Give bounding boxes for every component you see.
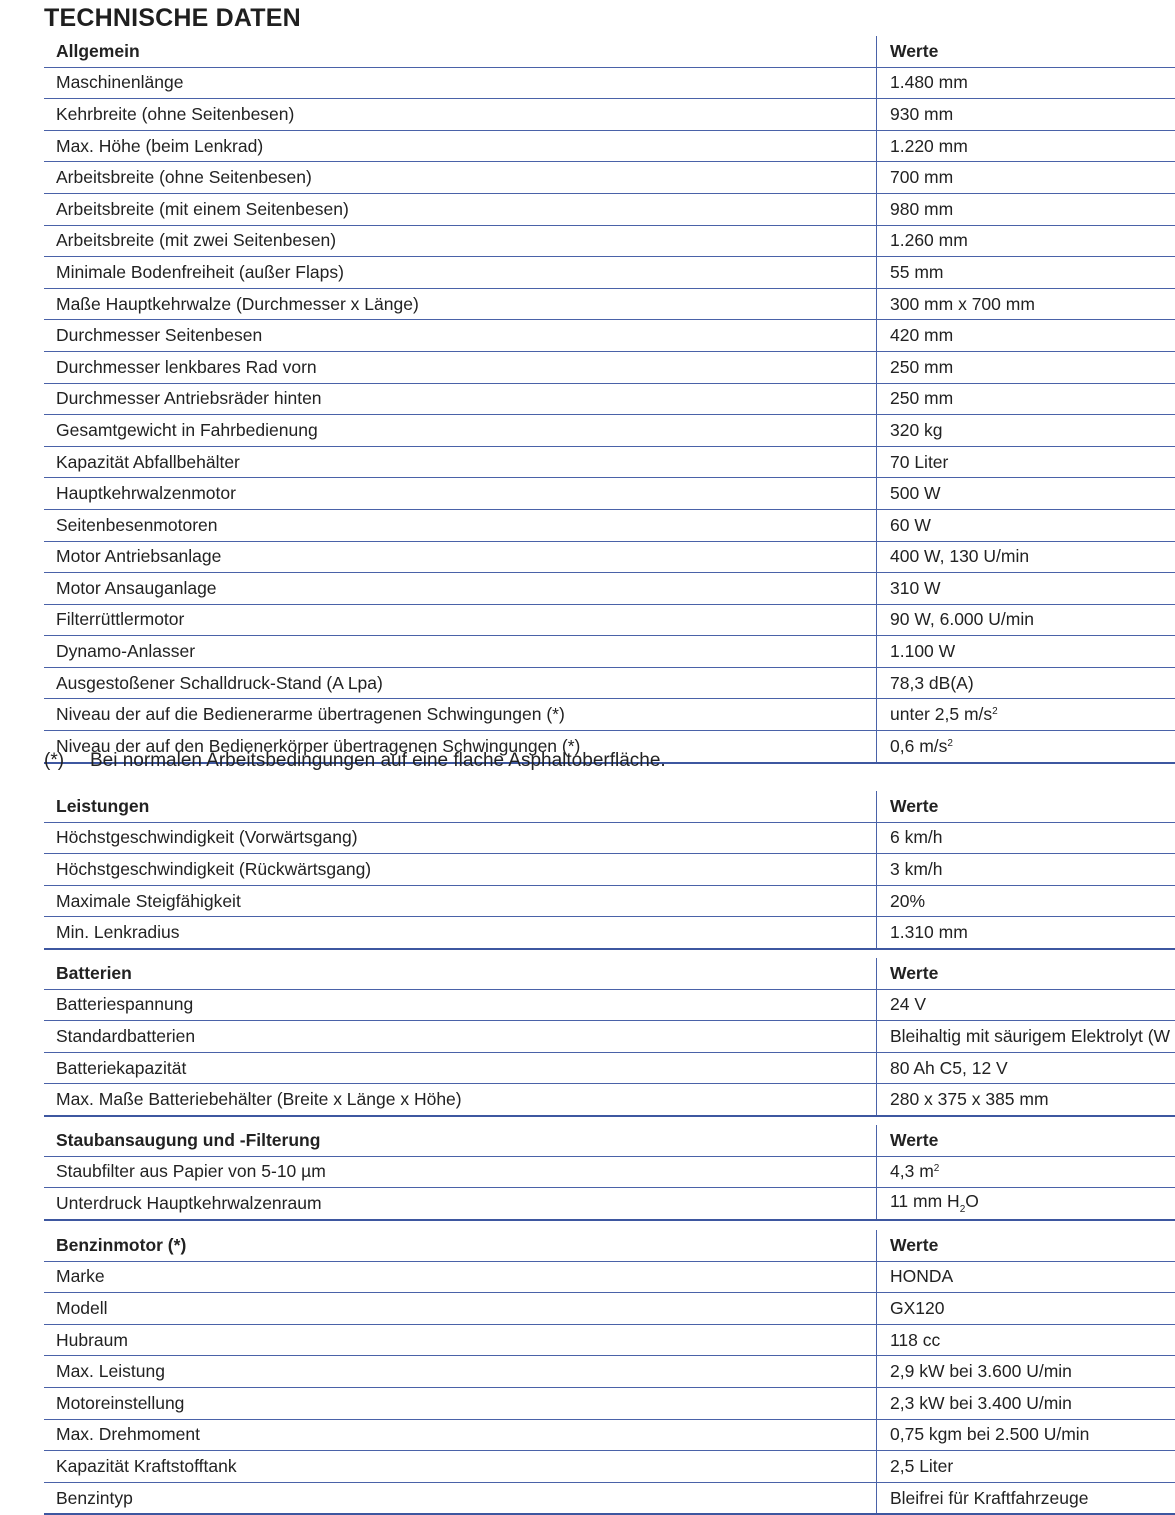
spec-label: Minimale Bodenfreiheit (außer Flaps) (44, 257, 877, 289)
section-header (44, 958, 1175, 989)
spec-value (877, 822, 1175, 854)
spec-value-text: 1.480 mm (890, 72, 968, 92)
spec-value (877, 193, 1175, 225)
spec-value-text: 0,6 m/s (890, 736, 947, 756)
spec-value-text: 1.310 mm (890, 922, 968, 942)
spec-value-text: 980 mm (890, 199, 953, 219)
spec-label: Batteriespannung (44, 989, 877, 1021)
spec-label: Hubraum (44, 1324, 877, 1356)
spec-value (877, 1052, 1175, 1084)
spec-value (877, 130, 1175, 162)
footnote-text: Bei normalen Arbeitsbedingungen auf eine flache Asphaltoberfläche. (90, 750, 666, 771)
page-title: TECHNISCHE DATEN (44, 4, 301, 33)
section-value-header: Werte (877, 36, 1175, 67)
spec-row (44, 1156, 1175, 1188)
spec-row (44, 1356, 1175, 1388)
spec-label: Kapazität Abfallbehälter (44, 446, 877, 478)
spec-row (44, 917, 1175, 949)
section-body (44, 67, 1175, 763)
section-header-row (44, 1230, 1175, 1261)
footnote-mark: (*) (44, 750, 90, 772)
spec-value-text: 320 kg (890, 420, 943, 440)
section-body (44, 822, 1175, 949)
spec-row (44, 193, 1175, 225)
section-body (44, 1261, 1175, 1514)
spec-value-text: 118 cc (890, 1330, 940, 1350)
spec-value-text: 0,75 kgm bei 2.500 U/min (890, 1424, 1089, 1444)
spec-row (44, 383, 1175, 415)
spec-value (877, 1482, 1175, 1514)
spec-value-text: unter 2,5 m/s (890, 704, 992, 724)
spec-value (877, 699, 1175, 731)
section-header (44, 791, 1175, 822)
spec-label: Niveau der auf die Bedienerarme übertragenen Schwingungen (*) (44, 699, 877, 731)
spec-value-text: 24 V (890, 994, 926, 1014)
spec-row (44, 1482, 1175, 1514)
spec-value (877, 541, 1175, 573)
spec-value-text: GX120 (890, 1298, 944, 1318)
spec-value-text: 6 km/h (890, 827, 943, 847)
spec-value-text: 400 W, 130 U/min (890, 546, 1029, 566)
spec-value-text: 80 Ah C5, 12 V (890, 1058, 1008, 1078)
spec-row (44, 162, 1175, 194)
spec-row (44, 573, 1175, 605)
spec-value (877, 573, 1175, 605)
spec-value (877, 446, 1175, 478)
spec-label: Arbeitsbreite (ohne Seitenbesen) (44, 162, 877, 194)
spec-value (877, 731, 1175, 763)
spec-label: Durchmesser lenkbares Rad vorn (44, 351, 877, 383)
spec-row (44, 636, 1175, 668)
spec-value-text: 280 x 375 x 385 mm (890, 1089, 1049, 1109)
spec-label: Motor Ansauganlage (44, 573, 877, 605)
section-title: Staubansaugung und -Filterung (44, 1125, 877, 1156)
spec-label: Arbeitsbreite (mit einem Seitenbesen) (44, 193, 877, 225)
spec-label: Marke (44, 1261, 877, 1293)
spec-label: Maschinenlänge (44, 67, 877, 99)
spec-row (44, 604, 1175, 636)
spec-row (44, 1188, 1175, 1220)
spec-row (44, 67, 1175, 99)
spec-value-text: 500 W (890, 483, 941, 503)
spec-row (44, 854, 1175, 886)
spec-value (877, 989, 1175, 1021)
section-body (44, 1156, 1175, 1220)
spec-row (44, 1084, 1175, 1116)
spec-row (44, 1261, 1175, 1293)
spec-label: Arbeitsbreite (mit zwei Seitenbesen) (44, 225, 877, 257)
spec-label: Durchmesser Seitenbesen (44, 320, 877, 352)
spec-label: Benzintyp (44, 1482, 877, 1514)
spec-row (44, 989, 1175, 1021)
superscript: 2 (992, 706, 998, 717)
spec-row (44, 257, 1175, 289)
spec-row (44, 667, 1175, 699)
spec-label: Niveau der auf den Bedienerkörper übertragenen Schwingungen (*) (44, 731, 877, 763)
spec-row (44, 1324, 1175, 1356)
spec-value (877, 1419, 1175, 1451)
spec-value-text: 310 W (890, 578, 941, 598)
spec-row (44, 351, 1175, 383)
section-value-header: Werte (877, 1230, 1175, 1261)
spec-value-text: 78,3 dB(A) (890, 673, 974, 693)
spec-value-text: 420 mm (890, 325, 953, 345)
spec-row (44, 288, 1175, 320)
spec-row (44, 699, 1175, 731)
subscript: 2 (960, 1204, 966, 1215)
spec-label: Unterdruck Hauptkehrwalzenraum (44, 1188, 877, 1220)
spec-row (44, 478, 1175, 510)
spec-value (877, 1451, 1175, 1483)
spec-label: Hauptkehrwalzenmotor (44, 478, 877, 510)
spec-value-text: 60 W (890, 515, 931, 535)
spec-value (877, 1293, 1175, 1325)
spec-table-batterien (44, 958, 1175, 1117)
spec-value (877, 667, 1175, 699)
spec-value-text: 2,3 kW bei 3.400 U/min (890, 1393, 1072, 1413)
spec-value (877, 162, 1175, 194)
spec-row (44, 320, 1175, 352)
spec-value-text: 90 W, 6.000 U/min (890, 609, 1034, 629)
spec-row (44, 509, 1175, 541)
spec-value-text: 250 mm (890, 357, 953, 377)
spec-value (877, 885, 1175, 917)
spec-label: Seitenbesenmotoren (44, 509, 877, 541)
spec-label: Kapazität Kraftstofftank (44, 1451, 877, 1483)
superscript: 2 (947, 738, 953, 749)
spec-label: Batteriekapazität (44, 1052, 877, 1084)
spec-value (877, 257, 1175, 289)
spec-value (877, 1356, 1175, 1388)
spec-label: Max. Drehmoment (44, 1419, 877, 1451)
spec-table-staubansaugung (44, 1125, 1175, 1221)
spec-label: Kehrbreite (ohne Seitenbesen) (44, 99, 877, 131)
section-header-row (44, 1125, 1175, 1156)
spec-row (44, 225, 1175, 257)
spec-value (877, 288, 1175, 320)
spec-row (44, 130, 1175, 162)
section-title: Allgemein (44, 36, 877, 67)
spec-value (877, 509, 1175, 541)
spec-label: Höchstgeschwindigkeit (Vorwärtsgang) (44, 822, 877, 854)
spec-value-text: 1.220 mm (890, 136, 968, 156)
spec-value (877, 320, 1175, 352)
section-title: Benzinmotor (*) (44, 1230, 877, 1261)
spec-value-text: 1.100 W (890, 641, 955, 661)
spec-value-text: 3 km/h (890, 859, 943, 879)
spec-value-text: 1.260 mm (890, 230, 968, 250)
section-value-header: Werte (877, 958, 1175, 989)
section-title: Leistungen (44, 791, 877, 822)
superscript: 2 (934, 1163, 940, 1174)
section-value-header: Werte (877, 1125, 1175, 1156)
spec-value-text: 55 mm (890, 262, 943, 282)
spec-value (877, 1084, 1175, 1116)
spec-row (44, 1387, 1175, 1419)
spec-value (877, 225, 1175, 257)
spec-label: Max. Maße Batteriebehälter (Breite x Länge x Höhe) (44, 1084, 877, 1116)
spec-value (877, 636, 1175, 668)
spec-label: Motoreinstellung (44, 1387, 877, 1419)
spec-value (877, 604, 1175, 636)
spec-table-leistungen (44, 791, 1175, 950)
spec-label: Max. Höhe (beim Lenkrad) (44, 130, 877, 162)
spec-value-text: 2,9 kW bei 3.600 U/min (890, 1361, 1072, 1381)
spec-label: Ausgestoßener Schalldruck-Stand (A Lpa) (44, 667, 877, 699)
spec-value-text: 4,3 m (890, 1161, 934, 1181)
spec-value (877, 1261, 1175, 1293)
spec-value-text: HONDA (890, 1266, 953, 1286)
spec-label: Filterrüttlermotor (44, 604, 877, 636)
spec-value-text: Bleifrei für Kraftfahrzeuge (890, 1488, 1088, 1508)
spec-value (877, 1387, 1175, 1419)
spec-row (44, 822, 1175, 854)
section-header-row (44, 958, 1175, 989)
spec-row (44, 99, 1175, 131)
section-header (44, 1230, 1175, 1261)
spec-value-text: 2,5 Liter (890, 1456, 953, 1476)
spec-value (877, 415, 1175, 447)
spec-row (44, 415, 1175, 447)
spec-value (877, 917, 1175, 949)
section-title: Batterien (44, 958, 877, 989)
spec-label: Maße Hauptkehrwalze (Durchmesser x Länge) (44, 288, 877, 320)
spec-row (44, 1293, 1175, 1325)
spec-table-allgemein (44, 36, 1175, 764)
spec-value-text: 11 mm H (890, 1191, 960, 1211)
spec-value (877, 67, 1175, 99)
spec-row (44, 1419, 1175, 1451)
spec-label: Gesamtgewicht in Fahrbedienung (44, 415, 877, 447)
spec-value-text: 20% (890, 891, 925, 911)
spec-value-text: 300 mm x 700 mm (890, 294, 1035, 314)
spec-label: Min. Lenkradius (44, 917, 877, 949)
spec-label: Höchstgeschwindigkeit (Rückwärtsgang) (44, 854, 877, 886)
spec-value (877, 1156, 1175, 1188)
section-header-row (44, 791, 1175, 822)
spec-row (44, 1021, 1175, 1053)
section-header (44, 1125, 1175, 1156)
spec-value (877, 99, 1175, 131)
spec-row (44, 885, 1175, 917)
spec-value (877, 1324, 1175, 1356)
spec-row (44, 1052, 1175, 1084)
spec-value-text: 250 mm (890, 388, 953, 408)
section-header (44, 36, 1175, 67)
spec-value (877, 854, 1175, 886)
spec-value (877, 383, 1175, 415)
spec-value-text: 700 mm (890, 167, 953, 187)
spec-label: Max. Leistung (44, 1356, 877, 1388)
spec-row (44, 541, 1175, 573)
spec-value (877, 1188, 1175, 1220)
spec-label: Durchmesser Antriebsräder hinten (44, 383, 877, 415)
footnote (44, 750, 666, 772)
spec-table-benzinmotor (44, 1230, 1175, 1515)
spec-label: Dynamo-Anlasser (44, 636, 877, 668)
spec-value (877, 1021, 1175, 1053)
section-body (44, 989, 1175, 1116)
spec-value-text: 70 Liter (890, 452, 948, 472)
spec-row (44, 1451, 1175, 1483)
spec-value (877, 478, 1175, 510)
section-header-row (44, 36, 1175, 67)
spec-label: Staubfilter aus Papier von 5-10 µm (44, 1156, 877, 1188)
spec-value-text: 930 mm (890, 104, 953, 124)
spec-label: Motor Antriebsanlage (44, 541, 877, 573)
section-value-header: Werte (877, 791, 1175, 822)
spec-row (44, 446, 1175, 478)
spec-value-text: Bleihaltig mit säurigem Elektrolyt (W (890, 1026, 1170, 1046)
spec-value-tail: O (965, 1191, 979, 1211)
spec-label: Standardbatterien (44, 1021, 877, 1053)
spec-value (877, 351, 1175, 383)
spec-label: Maximale Steigfähigkeit (44, 885, 877, 917)
spec-label: Modell (44, 1293, 877, 1325)
